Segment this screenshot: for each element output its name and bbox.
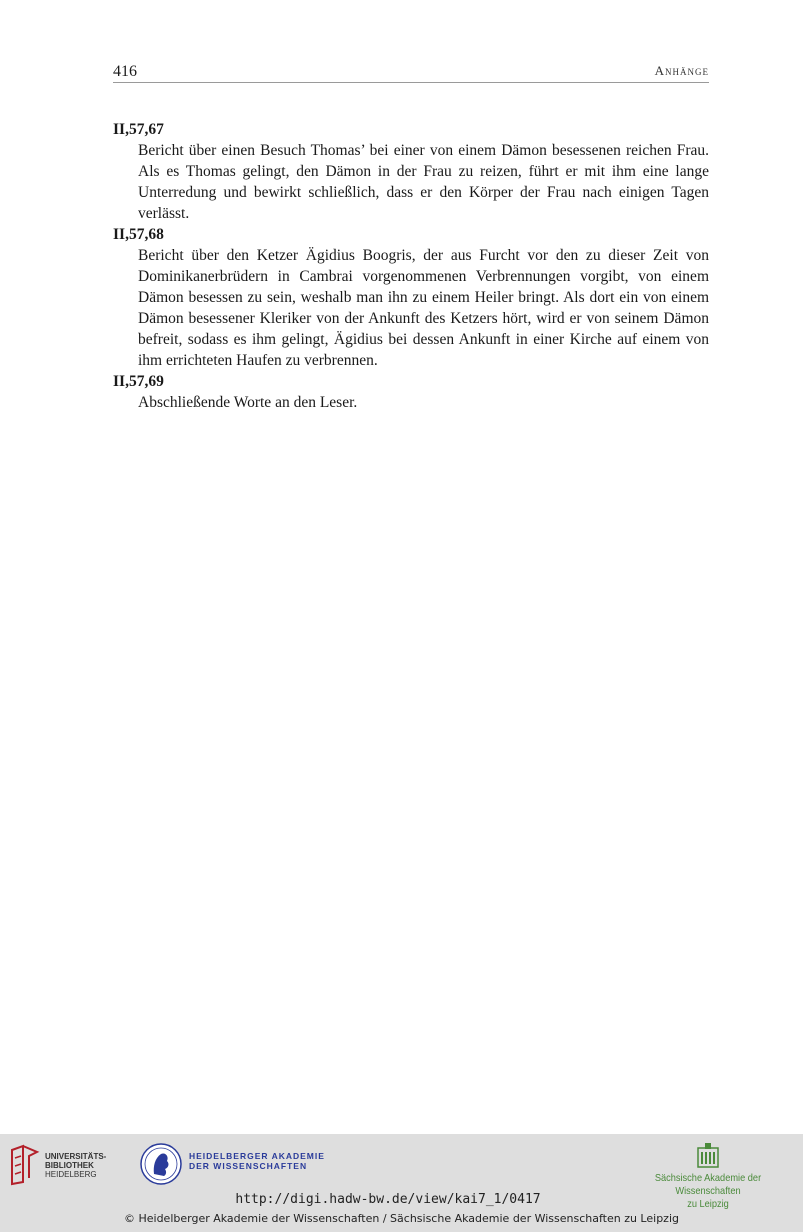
copyright-notice: © Heidelberger Akademie der Wissenschaften / Sächsische Akademie der Wissenschaften zu Leipzig [123, 1212, 679, 1225]
ub-logo-line: HEIDELBERG [45, 1170, 97, 1179]
hadw-seal-icon[interactable] [140, 1142, 182, 1186]
saw-building-icon[interactable] [697, 1142, 719, 1168]
entry [113, 224, 709, 371]
hadw-logo-line: DER WISSENSCHAFTEN [189, 1161, 308, 1171]
entry [113, 119, 709, 224]
footer-band [0, 1134, 803, 1232]
entry-text: Abschließende Worte an den Leser. [138, 394, 358, 411]
hadw-logo-text [189, 1151, 325, 1171]
entry-text: Bericht über den Ketzer Ägidius Boogris, der aus Furcht vor den zu dieser Zeit von Dominikanerbrüdern in Cambrai vorgenommenen Verbrennungen vorgibt, von einem Dämon besessen zu sein, weshalb man ihn zu einem Heiler bringt. Als dort ein von einem Dämon besessener Kleriker von der Ankunft des Ketzers hört, wird er von seinem Dämon befreit, sodass es ihm gelingt, Ägidius bei dessen Ankunft in einer Kirche auf einem von ihm errichteten Haufen zu verbrennen. [138, 247, 709, 369]
ub-logo-line: BIBLIOTHEK [45, 1161, 94, 1170]
entry-reference: II,57,68 [113, 226, 164, 243]
page-header [113, 60, 709, 83]
entry-reference: II,57,69 [113, 373, 164, 390]
entry-text: Bericht über einen Besuch Thomas’ bei einer von einem Dämon besessenen reichen Frau. Als es Thomas gelingt, den Dämon in der Frau zu reizen, führt er mit ihm eine lange Unterredung und bewirkt schließlich, dass er den Körper der Frau nach einigen Tagen verlässt. [138, 142, 709, 222]
ub-logo-line: UNIVERSITÄTS- [45, 1152, 107, 1161]
page-number: 416 [113, 63, 137, 80]
ub-heidelberg-logo-icon [9, 1144, 41, 1186]
ub-logo-text [45, 1152, 106, 1179]
ub-heidelberg-logo[interactable] [9, 1144, 109, 1188]
permalink-url[interactable]: http://digi.hadw-bw.de/view/kai7_1/0417 [235, 1192, 541, 1207]
page-content [113, 119, 709, 413]
saw-logo-line: Sächsische Akademie der Wissenschaften [654, 1172, 762, 1197]
running-head: Anhänge [654, 63, 709, 78]
entry-reference: II,57,67 [113, 121, 164, 138]
hadw-logo-line: HEIDELBERGER AKADEMIE [189, 1151, 325, 1161]
saw-logo-line: zu Leipzig [687, 1198, 729, 1210]
entry [113, 371, 709, 413]
